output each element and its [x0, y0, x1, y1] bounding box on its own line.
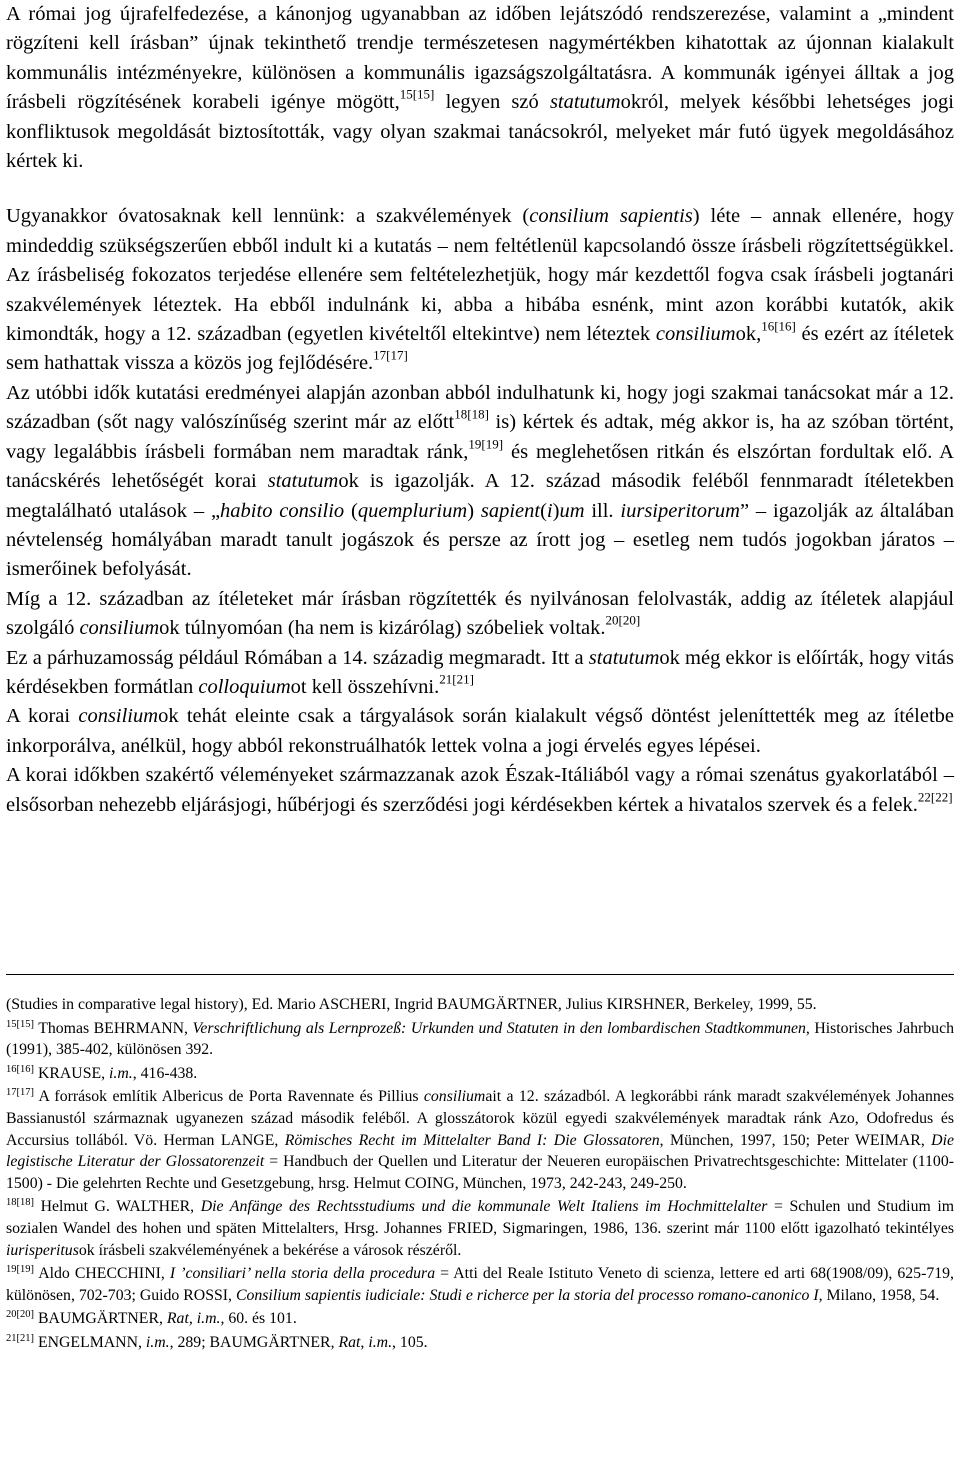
footnote-ref-18[interactable]: 18[18]	[454, 406, 489, 422]
footnote-21: $^{21[21]}$ ENGELMANN, i.m., 289; BAUMGÄRTNER, Rat, i.m., 105.	[6, 1333, 428, 1351]
footnote-separator	[6, 974, 954, 975]
paragraph-5: Ez a párhuzamosság például Rómában a 14. századig megmaradt. Itt a statutumok még ekkor is előírták, hogy vitás kérdésekben formátlan colloquiumot kell összehívni.$^{21[21]}$	[6, 646, 954, 698]
footnote-15: $^{15[15]}$ Thomas BEHRMANN, Verschriftlichung als Lernprozeß: Urkunden und Statuten in den lombardischen Stadtkommunen, Historisches Jahrbuch (1991), 385-402, különösen 392.	[6, 1018, 954, 1059]
paragraph-7: A korai időkben szakértő véleményeket származzanak azok Észak-Itáliából vagy a római szenátus gyakorlatából – elsősorban nehezebb eljárásjogi, hűbérjogi és szerződési jogi kérdésekben kértek a hivatalos szervek és a felek.$^{22[22]}$	[6, 764, 954, 816]
footnote-ref-17[interactable]: 17[17]	[373, 348, 408, 364]
footnote-ref-16[interactable]: 16[16]	[761, 318, 796, 334]
paragraph-1: A római jog újrafelfedezése, a kánonjog ugyanabban az időben lejátszódó rendszerezése, valamint a „mindent rögzíteni kell írásban” újnak tekinthető trendje természetesen nagymértékben kihatottak az újonnan kialakult kommunális intézményekre, különösen a kommunális igazságszolgáltatásra. A kommunák igényei álltak a jog írásbeli rögzítésének korabeli igénye mögött,$^{15[15]}$ legyen szó statutumokról, melyek későbbi lehetséges jogi konfliktusok megoldását biztosították, vagy olyan szakmai tanácsokról, melyeket már futó ügyek megoldásához kértek ki.	[6, 3, 954, 173]
paragraph-6: A korai consiliumok tehát eleinte csak a tárgyalások során kialakult végső döntést jeleníttették meg az ítéletbe inkorporálva, anélkül, hogy abból rekonstruálhatók lettek volna a jogi érvelés egyes lépései.	[6, 705, 954, 757]
footnote-18: $^{18[18]}$ Helmut G. WALTHER, Die Anfänge des Rechtsstudiums und die kommunale Welt Italiens im Hochmittelalter = Schulen und Studium im sozialen Wandel des hohen und späten Mittelalters, Hrsg. Johannes FRIED, Sigmaringen, 1986, 136. szerint már 1100 előtt igazolható tekintélyes iurisperitusok írásbeli szakvéleményének a bekérése a városok részéről.	[6, 1197, 955, 1259]
footnote-ref-22[interactable]: 22[22]	[917, 789, 953, 805]
footnote-ref-19[interactable]: 19[19]	[468, 436, 504, 452]
footnote-20: $^{20[20]}$ BAUMGÄRTNER, Rat, i.m., 60. és 101.	[6, 1309, 297, 1328]
main-text	[6, 0, 954, 820]
footnote-19: $^{19[19]}$ Aldo CHECCHINI, I ’consiliari’ nella storia della procedura = Atti del Reale Istituto Veneto di scienza, lettere ed arti 68(1908/09), 625-719, különösen, 702-703; Guido ROSSI, Consilium sapientis iudiciale: Studi e richerce per la storia del processo romano-canonico I, Milano, 1958, 54.	[6, 1264, 954, 1304]
footnote-ref-21[interactable]: 21[21]	[439, 671, 474, 687]
footnote-ref-20[interactable]: 20[20]	[605, 612, 641, 628]
footnote-16: $^{16[16]}$ KRAUSE, i.m., 416-438.	[6, 1064, 198, 1082]
paragraph-4: Míg a 12. században az ítéleteket már írásban rögzítették és nyilvánosan felolvasták, addig az ítéletek alapjául szolgáló consiliumok túlnyomóan (ha nem is kizárólag) szóbeliek voltak.$^{20[20]}$	[6, 587, 954, 640]
footnote-continued: (Studies in comparative legal history), Ed. Mario ASCHERI, Ingrid BAUMGÄRTNER, Julius KIRSHNER, Berkeley, 1999, 55.	[6, 996, 817, 1013]
footnotes	[6, 994, 954, 1356]
footnote-17: $^{17[17]}$ A források említik Albericus de Porta Ravennate és Pillius consiliumait a 12. századból. A legkorábbi ránk maradt szakvélemények Johannes Bassianustól származnak ugyanezen század második feléből. A glosszátorok közül egyedi szakvélemények maradtak ránk Azo, Odofredus és Accursius tollából. Vö. Herman LANGE, Römisches Recht im Mittelalter Band I: Die Glossatoren, München, 1997, 150; Peter WEIMAR, Die legistische Literatur der Glossatorenzeit = Handbuch der Quellen und Literatur der Neueren europäischen Privatrechtsgeschichte: Mittelater (1100-1500) - Die gelehrten Rechte und Gesetzgebung, hrsg. Helmut COING, München, 1973, 242-243, 249-250.	[6, 1087, 954, 1192]
paragraph-2: Ugyanakkor óvatosaknak kell lennünk: a szakvélemények (consilium sapientis) léte – annak ellenére, hogy mindeddig szükségszerűen ebből indult ki a kutatás – nem feltétlenül kapcsolandó össze írásbeli rögzítettségükkel. Az írásbeliség fokozatos terjedése ellenére sem feltételezhetjük, hogy már kezdettől fogva csak írásbeli jogtanári szakvélemények léteztek. Ha ebből indulnánk ki, abba a hibába esnénk, mint azon korábbi kutatók, akik kimondták, hogy a 12. században (egyetlen kivételtől eltekintve) nem léteztek consiliumok,$^{16[16]}$ és ezért az ítéletek sem hathattak vissza a közös jog fejlődésére.$^{17[17]}$	[6, 205, 955, 375]
document-page	[6, 0, 955, 1351]
paragraph-3: Az utóbbi idők kutatási eredményei alapján azonban abból indulhatunk ki, hogy jogi szakmai tanácsokat már a 12. században (sőt nagy valószínűség szerint már az előtt$^{18[18]}$ is) kértek és adtak, még akkor is, ha az szóban történt, vagy legalábbis írásbeli formában nem maradtak ránk,$^{19[19]}$ és meglehetősen ritkán és elszórtan fordultak elő. A tanácskérés lehetőségét korai statutumok is igazolják. A 12. század második feléből fennmaradt ítéletekben megtalálható utalások – „habito consilio (quemplurium) sapient(i)um ill. iursiperitorum” – igazolják az általában névtelenség homályában maradt tanult jogászok és persze az írott jog – esetleg nem tudós jogokban járatos – ismerőinek befolyását.	[6, 381, 955, 581]
footnote-ref-15[interactable]: 15[15]	[399, 86, 435, 102]
